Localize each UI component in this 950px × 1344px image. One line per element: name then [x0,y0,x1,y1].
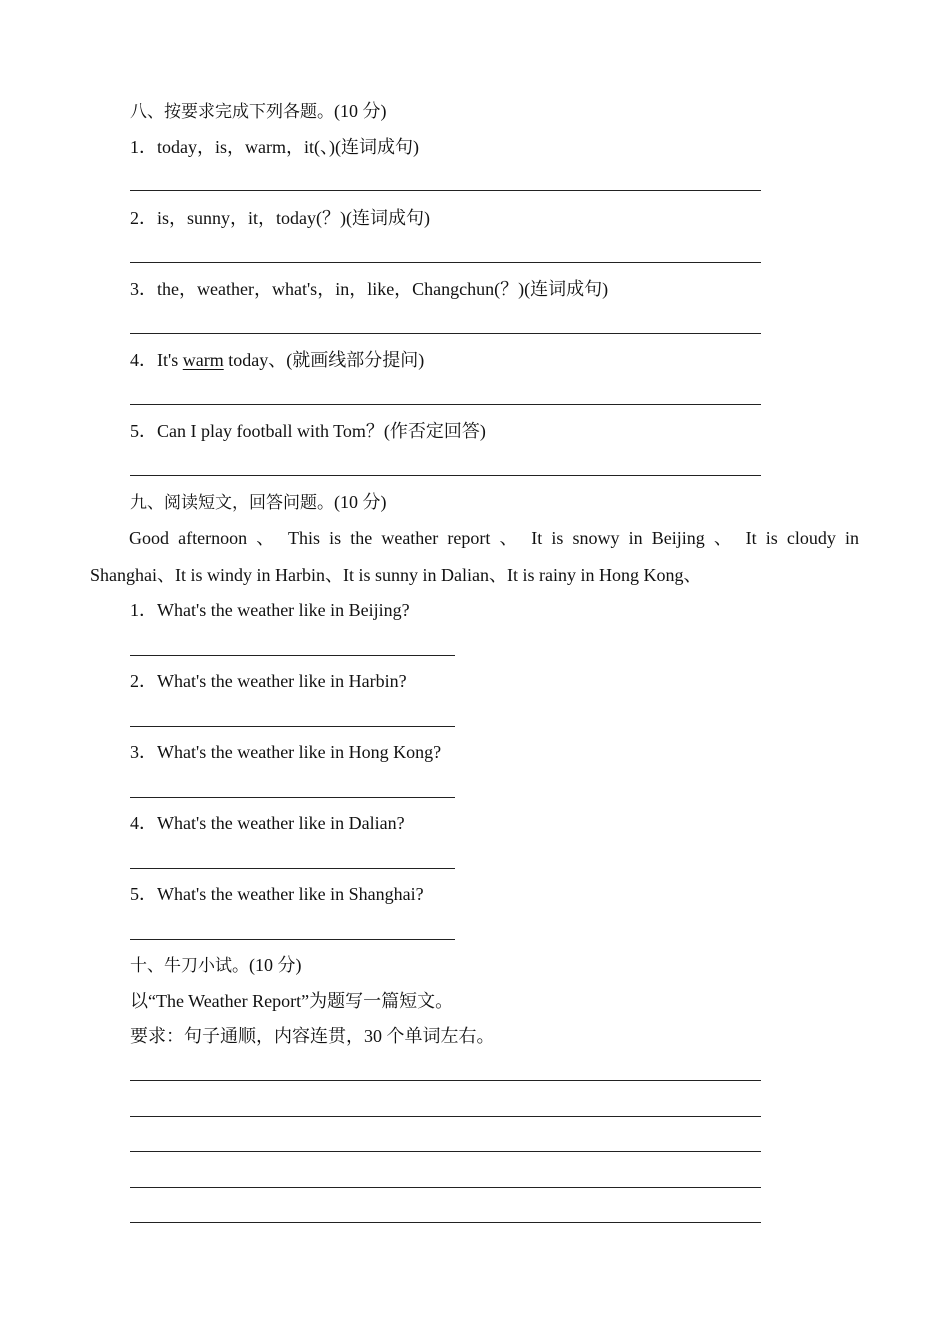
answer-line-9-3[interactable] [130,797,455,798]
answer-line-9-1[interactable] [130,655,455,656]
section-10-title: 十、牛刀小试。 [130,956,249,976]
section-8-question-5: 5．Can I play football with Tom？(作否定回答) [130,421,486,441]
writing-line-2[interactable] [130,1116,761,1117]
section-8-score: (10 分) [334,101,387,121]
writing-line-5[interactable] [130,1222,761,1223]
passage-line-2: Shanghai、It is windy in Harbin、It is sunny in Dalian、It is rainy in Hong Kong、 [90,565,702,585]
answer-line-8-4[interactable] [130,404,761,405]
answer-line-8-3[interactable] [130,333,761,334]
answer-line-9-5[interactable] [130,939,455,940]
section-8-heading [130,99,387,124]
writing-instruction: 以“The Weather Report”为题写一篇短文。 [130,991,454,1011]
answer-line-9-4[interactable] [130,868,455,869]
answer-line-9-2[interactable] [130,726,455,727]
writing-line-4[interactable] [130,1187,761,1188]
section-8-question-4 [130,348,424,372]
section-10-score: (10 分) [249,955,302,975]
section-9-question-3: 3．What's the weather like in Hong Kong? [130,742,442,762]
answer-line-8-1[interactable] [130,190,761,191]
section-9-title: 九、阅读短文，回答问题。 [130,493,334,513]
writing-requirement: 要求：句子通顺，内容连贯，30 个单词左右。 [130,1026,495,1046]
underlined-word: warm [182,350,224,370]
section-8-question-1: 1．today，is，warm，it(、)(连词成句) [130,137,419,157]
section-8-question-2: 2．is，sunny，it，today(？)(连词成句) [130,208,430,228]
section-8-title: 八、按要求完成下列各题。 [130,102,334,122]
section-10-heading [130,953,302,978]
section-9-question-1: 1．What's the weather like in Beijing? [130,600,410,620]
reading-passage [90,520,859,594]
section-9-heading [130,490,387,515]
writing-line-1[interactable] [130,1080,761,1081]
section-9-question-5: 5．What's the weather like in Shanghai? [130,884,424,904]
answer-line-8-5[interactable] [130,475,761,476]
question-4-prefix: 4．It's [130,350,183,370]
section-9-question-4: 4．What's the weather like in Dalian? [130,813,405,833]
writing-line-3[interactable] [130,1151,761,1152]
section-9-score: (10 分) [334,492,387,512]
answer-line-8-2[interactable] [130,262,761,263]
passage-line-1: Good afternoon 、 This is the weather report 、 It is snowy in Beijing 、 It is cloudy in [129,528,859,548]
section-8-question-3: 3．the，weather，what's，in，like，Changchun(？)(连词成句) [130,279,609,299]
question-4-suffix: today、(就画线部分提问) [223,350,425,370]
section-9-question-2: 2．What's the weather like in Harbin? [130,671,407,691]
